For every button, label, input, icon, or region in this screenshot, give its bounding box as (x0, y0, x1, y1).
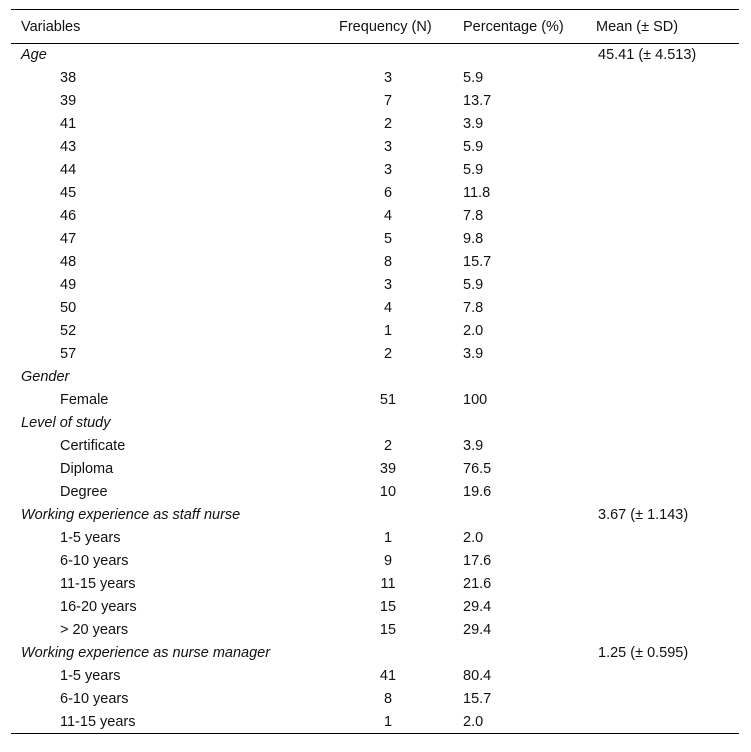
row-percentage: 7.8 (463, 208, 484, 224)
row-label: 11-15 years (60, 713, 136, 730)
section-label: Level of study (21, 415, 111, 431)
row-mean-cell (596, 90, 739, 113)
table-row (11, 67, 739, 90)
table-row (11, 665, 739, 688)
table-row (11, 435, 739, 458)
table-row (11, 90, 739, 113)
table-row (11, 573, 739, 596)
row-label: > 20 years (60, 622, 129, 638)
table-row (11, 389, 739, 412)
table-row (11, 458, 739, 481)
table-row (11, 205, 739, 228)
row-mean-cell (596, 711, 739, 734)
row-percentage: 3.9 (463, 346, 484, 362)
row-frequency: 8 (383, 691, 393, 707)
row-label: 38 (60, 70, 77, 86)
row-frequency: 9 (383, 553, 393, 569)
table-header (11, 10, 739, 44)
section-header-row (11, 44, 739, 67)
row-mean-cell (596, 619, 739, 642)
row-label: 1-5 years (60, 668, 121, 684)
table-row (11, 251, 739, 274)
table-row (11, 550, 739, 573)
section-percentage-cell (463, 642, 596, 665)
row-percentage: 11.8 (463, 185, 491, 201)
row-percentage: 15.7 (463, 691, 492, 707)
section-mean-value (596, 412, 739, 435)
row-percentage: 3.9 (463, 438, 484, 454)
table-row (11, 113, 739, 136)
header-row (11, 10, 739, 44)
section-percentage-cell (463, 44, 596, 67)
row-frequency: 51 (379, 392, 397, 408)
row-frequency: 41 (379, 668, 397, 684)
row-frequency: 7 (383, 93, 393, 109)
section-percentage-cell (463, 366, 596, 389)
section-percentage-cell (463, 504, 596, 527)
table-row (11, 228, 739, 251)
section-label: Age (21, 47, 47, 64)
row-label: 39 (60, 93, 77, 109)
row-label: 45 (60, 185, 77, 201)
table-row (11, 182, 739, 205)
section-frequency-cell (329, 504, 463, 527)
row-frequency: 1 (383, 530, 393, 546)
row-frequency: 4 (383, 300, 393, 316)
row-label: 44 (60, 162, 77, 178)
row-percentage: 29.4 (463, 622, 492, 638)
row-percentage: 17.6 (463, 553, 492, 569)
row-percentage: 100 (463, 392, 488, 408)
column-header-variables: Variables (21, 18, 81, 35)
row-percentage: 21.6 (463, 576, 492, 592)
row-percentage: 15.7 (463, 254, 492, 270)
row-mean-cell (596, 550, 739, 573)
row-percentage: 13.7 (463, 93, 492, 109)
row-frequency: 39 (379, 461, 397, 477)
row-frequency: 2 (383, 116, 393, 132)
row-label: 52 (60, 323, 77, 339)
section-header-row (11, 412, 739, 435)
section-mean-value: 3.67 (± 1.143) (598, 507, 689, 523)
row-mean-cell (596, 136, 739, 159)
section-mean-value (596, 366, 739, 389)
section-header-row (11, 504, 739, 527)
row-percentage: 2.0 (463, 713, 484, 730)
row-mean-cell (596, 297, 739, 320)
row-percentage: 2.0 (463, 323, 484, 339)
section-label: Working experience as staff nurse (21, 507, 241, 523)
row-label: Degree (60, 484, 108, 500)
table-row (11, 527, 739, 550)
row-frequency: 2 (383, 346, 393, 362)
row-mean-cell (596, 320, 739, 343)
row-label: 50 (60, 300, 77, 316)
row-mean-cell (596, 688, 739, 711)
row-mean-cell (596, 205, 739, 228)
row-percentage: 3.9 (463, 116, 484, 132)
row-mean-cell (596, 596, 739, 619)
section-percentage-cell (463, 412, 596, 435)
row-label: 57 (60, 346, 77, 362)
column-header-percentage: Percentage (%) (463, 18, 564, 35)
row-frequency: 3 (383, 70, 393, 86)
row-label: 43 (60, 139, 77, 155)
table-row (11, 320, 739, 343)
row-percentage: 5.9 (463, 70, 484, 86)
row-percentage: 29.4 (463, 599, 492, 615)
row-frequency: 4 (383, 208, 393, 224)
row-percentage: 80.4 (463, 668, 492, 684)
row-percentage: 5.9 (463, 277, 484, 293)
row-label: 47 (60, 231, 77, 247)
row-frequency: 3 (383, 139, 393, 155)
row-label: 48 (60, 254, 77, 270)
section-frequency-cell (329, 642, 463, 665)
row-mean-cell (596, 665, 739, 688)
row-mean-cell (596, 228, 739, 251)
section-frequency-cell (329, 44, 463, 67)
row-frequency: 1 (383, 323, 393, 339)
table-row (11, 481, 739, 504)
row-label: Certificate (60, 438, 126, 454)
row-frequency: 8 (383, 254, 393, 270)
row-label: 6-10 years (60, 553, 129, 569)
row-label: Diploma (60, 461, 114, 477)
table-body (11, 44, 739, 734)
row-label: Female (60, 392, 109, 408)
row-frequency: 1 (383, 713, 393, 730)
row-frequency: 3 (383, 162, 393, 178)
row-label: 6-10 years (60, 691, 129, 707)
table-row (11, 136, 739, 159)
row-mean-cell (596, 343, 739, 366)
row-mean-cell (596, 251, 739, 274)
row-percentage: 7.8 (463, 300, 484, 316)
section-mean-value: 45.41 (± 4.513) (598, 47, 697, 64)
column-header-frequency: Frequency (N) (339, 18, 432, 35)
demographics-table-container (11, 9, 739, 734)
row-label: 16-20 years (60, 599, 137, 615)
table-row (11, 619, 739, 642)
section-mean-value: 1.25 (± 0.595) (598, 645, 689, 661)
row-mean-cell (596, 389, 739, 412)
table-row (11, 159, 739, 182)
section-header-row (11, 642, 739, 665)
row-percentage: 19.6 (463, 484, 492, 500)
table-row (11, 343, 739, 366)
table-row (11, 688, 739, 711)
row-frequency: 5 (383, 231, 393, 247)
row-label: 11-15 years (60, 576, 136, 592)
row-mean-cell (596, 458, 739, 481)
row-mean-cell (596, 435, 739, 458)
section-frequency-cell (329, 412, 463, 435)
row-mean-cell (596, 113, 739, 136)
section-label: Working experience as nurse manager (21, 645, 271, 661)
table-row (11, 274, 739, 297)
row-mean-cell (596, 274, 739, 297)
row-mean-cell (596, 573, 739, 596)
row-frequency: 11 (380, 576, 396, 592)
row-percentage: 5.9 (463, 162, 484, 178)
row-frequency: 15 (379, 599, 397, 615)
row-label: 46 (60, 208, 77, 224)
row-mean-cell (596, 67, 739, 90)
row-percentage: 76.5 (463, 461, 492, 477)
section-header-row (11, 366, 739, 389)
row-frequency: 15 (379, 622, 397, 638)
row-frequency: 3 (383, 277, 393, 293)
section-frequency-cell (329, 366, 463, 389)
row-frequency: 6 (383, 185, 393, 201)
table-row (11, 297, 739, 320)
row-label: 41 (60, 116, 77, 132)
demographics-table (11, 9, 739, 734)
row-percentage: 5.9 (463, 139, 484, 155)
row-mean-cell (596, 527, 739, 550)
row-frequency: 2 (383, 438, 393, 454)
column-header-mean: Mean (± SD) (596, 18, 679, 35)
row-label: 1-5 years (60, 530, 121, 546)
table-row (11, 596, 739, 619)
row-frequency: 10 (379, 484, 397, 500)
row-percentage: 9.8 (463, 231, 484, 247)
section-label: Gender (21, 369, 70, 385)
row-label: 49 (60, 277, 77, 293)
row-percentage: 2.0 (463, 530, 484, 546)
row-mean-cell (596, 182, 739, 205)
row-mean-cell (596, 159, 739, 182)
row-mean-cell (596, 481, 739, 504)
table-row (11, 711, 739, 734)
